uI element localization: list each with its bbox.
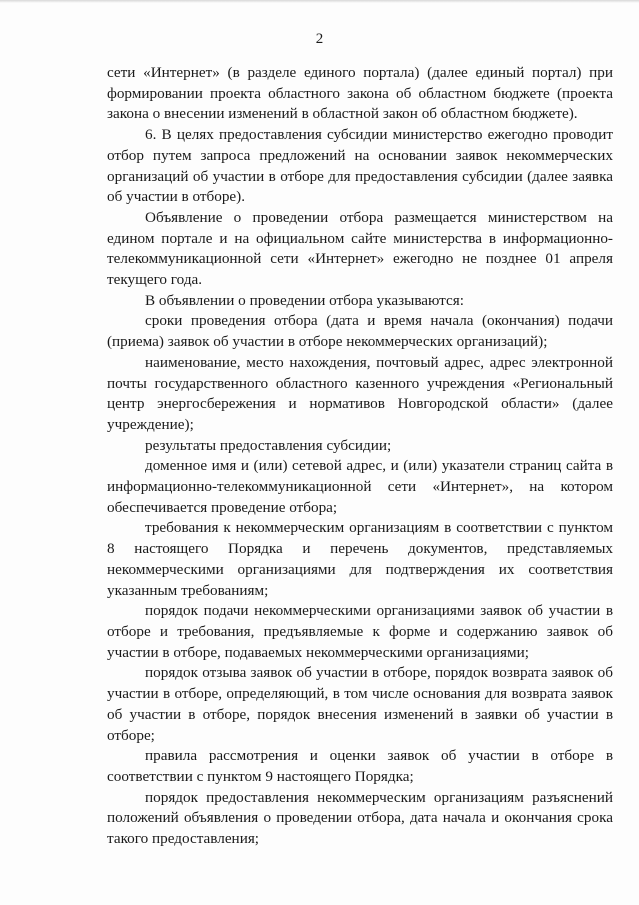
paragraph: наименование, место нахождения, почтовый адрес, адрес электронной почты государственного областного казенного учреждения «Региональный центр энергосбережения и нормативов Новгородской области» (далее учреждение); [107,353,613,433]
paragraph: Объявление о проведении отбора размещается министерством на едином портале и на официальном сайте министерства в информационно-телекоммуникационной сети «Интернет» ежегодно не позднее 01 апреля текущего года. [107,208,613,289]
paragraph: порядок предоставления некоммерческим организациям разъяснений положений объявления о проведении отбора, дата начала и окончания срока такого предоставления; [107,788,613,848]
paragraph: порядок подачи некоммерческими организациями заявок об участии в отборе и требования, предъявляемые к форме и содержанию заявок об участии в отборе, подаваемых некоммерческими организациями; [107,602,613,661]
paragraph: В объявлении о проведении отбора указываются: [145,291,464,309]
paragraph: требования к некоммерческим организациям в соответствии с пунктом 8 настоящего Порядка и перечень документов, представляемых некоммерческими организациями для подтверждения их соответствия указанным требованиям; [107,519,613,599]
paragraph: 6. В целях предоставления субсидии министерство ежегодно проводит отбор путем запроса предложений на основании заявок некоммерческих организаций об участии в отборе для предоставления субсидии (далее заявка об участии в отборе). [107,126,613,206]
paragraph: сроки проведения отбора (дата и время начала (окончания) подачи (приема) заявок об участии в отборе некоммерческих организаций); [107,312,613,351]
paragraph: порядок отзыва заявок об участии в отборе, порядок возврата заявок об участии в отборе, определяющий, в том числе основания для возврата заявок об участии в отборе, порядок внесения изменений в заявки об участии в отборе; [107,664,613,744]
paragraph: доменное имя и (или) сетевой адрес, и (или) указатели страниц сайта в информационно-телекоммуникационной сети «Интернет», на котором обеспечивается проведение отбора; [107,457,613,516]
document-body [107,63,613,850]
paragraph: правила рассмотрения и оценки заявок об участии в отборе в соответствии с пунктом 9 настоящего Порядка; [107,747,613,785]
paragraph: сети «Интернет» (в разделе единого портала) (далее единый портал) при формировании проекта областного закона об областном бюджете (проекта закона о внесении изменений в областной закон об областном бюджете). [107,64,613,123]
scan-edge [0,0,639,3]
page-number: 2 [315,31,324,47]
paragraph: результаты предоставления субсидии; [145,436,392,454]
